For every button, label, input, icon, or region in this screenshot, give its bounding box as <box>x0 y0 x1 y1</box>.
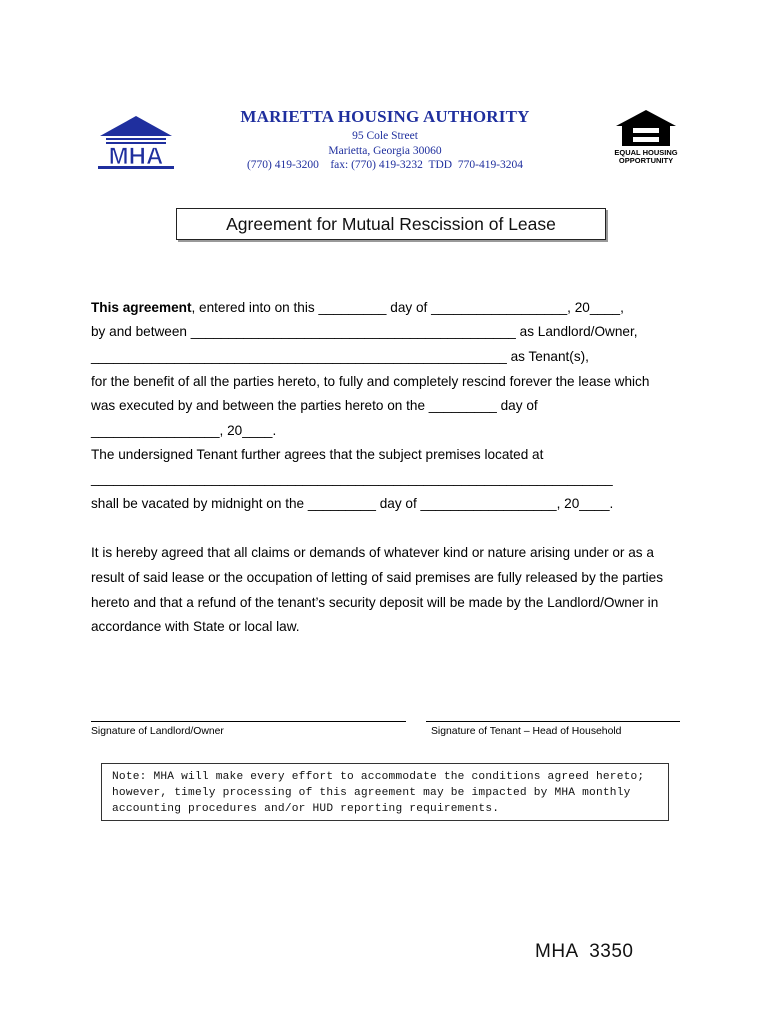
agreement-label: This agreement <box>91 300 192 315</box>
paragraph-line-2: result of said lease or the occupation of letting of said premises are fully released by the parties <box>91 570 664 585</box>
body-line-3: _______________________________________________________ as Tenant(s), <box>91 349 589 364</box>
document-title: Agreement for Mutual Rescission of Lease <box>176 208 606 240</box>
mha-logo <box>96 112 176 172</box>
note-line-1: Note: MHA will make every effort to accommodate the conditions agreed hereto; <box>112 771 645 783</box>
address-line-1: 95 Cole Street <box>352 130 418 142</box>
landlord-signature-line <box>91 721 406 722</box>
equal-housing-logo <box>608 108 684 166</box>
eho-line-2: OPPORTUNITY <box>618 156 674 165</box>
agreement-date-text: , entered into on this _________ day of __________________, 20____, <box>191 300 624 315</box>
paragraph-line-1: It is hereby agreed that all claims or demands of whatever kind or nature arising under or as a <box>91 545 654 560</box>
note-line-2: however, timely processing of this agreement may be impacted by MHA monthly <box>112 787 631 799</box>
body-line-1 <box>91 300 624 316</box>
paragraph-line-3: hereto and that a refund of the tenant’s security deposit will be made by the Landlord/Owner in <box>91 595 659 610</box>
tenant-signature-label: Signature of Tenant – Head of Household <box>431 726 622 737</box>
note-box <box>101 763 669 821</box>
note-line-3: accounting procedures and/or HUD reporting requirements. <box>112 803 500 815</box>
equal-housing-icon <box>608 108 684 148</box>
tenant-signature-line <box>426 721 680 722</box>
body-line-4: for the benefit of all the parties hereto, to fully and completely rescind forever the lease which <box>91 374 650 389</box>
body-line-9: shall be vacated by midnight on the _________ day of __________________, 20____. <box>91 496 614 511</box>
landlord-signature-label: Signature of Landlord/Owner <box>91 726 224 737</box>
paragraph-line-4: accordance with State or local law. <box>91 619 300 634</box>
eho-line-1: EQUAL HOUSING <box>614 148 678 157</box>
body-line-8: _____________________________________________________________________ <box>91 471 613 486</box>
body-line-5: was executed by and between the parties hereto on the _________ day of <box>91 398 538 413</box>
logo-text: MHA <box>108 143 164 170</box>
house-logo-icon <box>96 112 176 172</box>
body-line-2: by and between ___________________________________________ as Landlord/Owner, <box>91 324 638 339</box>
org-name: MARIETTA HOUSING AUTHORITY <box>240 107 530 126</box>
contact-line: (770) 419-3200 fax: (770) 419-3232 TDD 770-419-3204 <box>246 159 524 171</box>
body-line-6: _________________, 20____. <box>91 423 277 438</box>
form-number: MHA 3350 <box>535 941 634 962</box>
address-line-2: Marietta, Georgia 30060 <box>328 145 442 157</box>
body-line-7: The undersigned Tenant further agrees that the subject premises located at <box>91 447 544 462</box>
